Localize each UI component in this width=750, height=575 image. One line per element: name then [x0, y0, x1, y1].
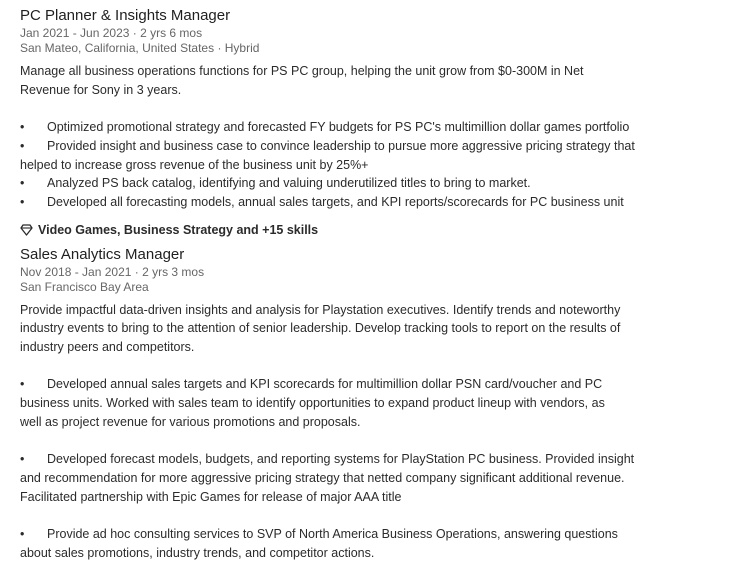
bullet-text: Developed annual sales targets and KPI scorecards for multimillion dollar PSN card/voucher and PC	[47, 377, 603, 392]
job-title[interactable]: PC Planner & Insights Manager	[20, 7, 231, 24]
job-title[interactable]: Sales Analytics Manager	[20, 245, 185, 263]
bullet-continuation	[20, 156, 732, 175]
job-summary	[20, 301, 732, 357]
job-dates: Jan 2021 - Jun 2023 · 2 yrs 6 mos	[20, 26, 203, 40]
bullet-item	[20, 450, 732, 469]
bullet-continuation: about sales promotions, industry trends, and competitor actions.	[20, 545, 375, 560]
bullet-item	[20, 174, 732, 193]
bullet-item	[20, 525, 732, 544]
bullet-item	[20, 118, 732, 137]
bullet-text: Optimized promotional strategy and forecasted FY budgets for PS PC's multimillion dollar games portfolio	[47, 120, 630, 135]
bullet-item	[20, 137, 732, 156]
summary-line: industry peers and competitors.	[20, 340, 195, 355]
bullet-text: Provided insight and business case to convince leadership to pursue more aggressive pricing strategy that	[47, 138, 635, 153]
summary-line: Manage all business operations functions for PS PC group, helping the unit grow from $0-300M in Net	[20, 64, 584, 78]
bullet-marker: •	[20, 120, 25, 135]
experience-entry	[20, 245, 732, 563]
bullet-continuation: and recommendation for more aggressive pricing strategy that netted company significant additional revenue.	[20, 470, 625, 485]
summary-line: Provide impactful data-driven insights and analysis for Playstation executives. Identify trends and noteworthy	[20, 302, 621, 317]
skills-text[interactable]: Video Games, Business Strategy and +15 skills	[38, 222, 319, 237]
bullet-continuation: business units. Worked with sales team to identify opportunities to expand product lineup with vendors, as	[20, 396, 605, 411]
job-dates: Nov 2018 - Jan 2021 · 2 yrs 3 mos	[20, 264, 205, 279]
bullet-text: Developed forecast models, budgets, and reporting systems for PlayStation PC business. Provided insight	[47, 452, 635, 467]
bullet-marker: •	[20, 452, 25, 467]
bullet-text: helped to increase gross revenue of the business unit by 25%+	[20, 157, 369, 172]
bullet-marker: •	[20, 176, 25, 191]
skills-link[interactable]	[20, 221, 732, 239]
bullet-text: Analyzed PS back catalog, identifying and valuing underutilized titles to bring to market.	[47, 176, 531, 191]
job-location: San Francisco Bay Area	[20, 279, 149, 294]
bullet-item	[20, 193, 732, 212]
diamond-icon	[20, 224, 33, 236]
bullet-text: Developed all forecasting models, annual sales targets, and KPI reports/scorecards for PC business unit	[47, 194, 624, 209]
bullet-marker: •	[20, 194, 25, 209]
summary-line: Revenue for Sony in 3 years.	[20, 82, 182, 97]
experience-entry	[20, 6, 732, 239]
bullet-item	[20, 375, 732, 394]
job-location: San Mateo, California, United States · Hybrid	[20, 41, 260, 55]
experience-section	[20, 6, 732, 562]
summary-line: industry events to bring to the attention of senior leadership. Develop tracking tools to report on the results of	[20, 321, 621, 336]
bullet-marker: •	[20, 527, 25, 541]
bullet-continuation: well as project revenue for various promotions and proposals.	[20, 414, 361, 429]
bullet-continuation: Facilitated partnership with Epic Games for release of major AAA title	[20, 489, 402, 504]
bullet-marker: •	[20, 138, 25, 153]
bullet-text: Provide ad hoc consulting services to SVP of North America Business Operations, answering questions	[47, 527, 618, 541]
job-summary	[20, 62, 732, 99]
bullet-marker: •	[20, 377, 25, 392]
